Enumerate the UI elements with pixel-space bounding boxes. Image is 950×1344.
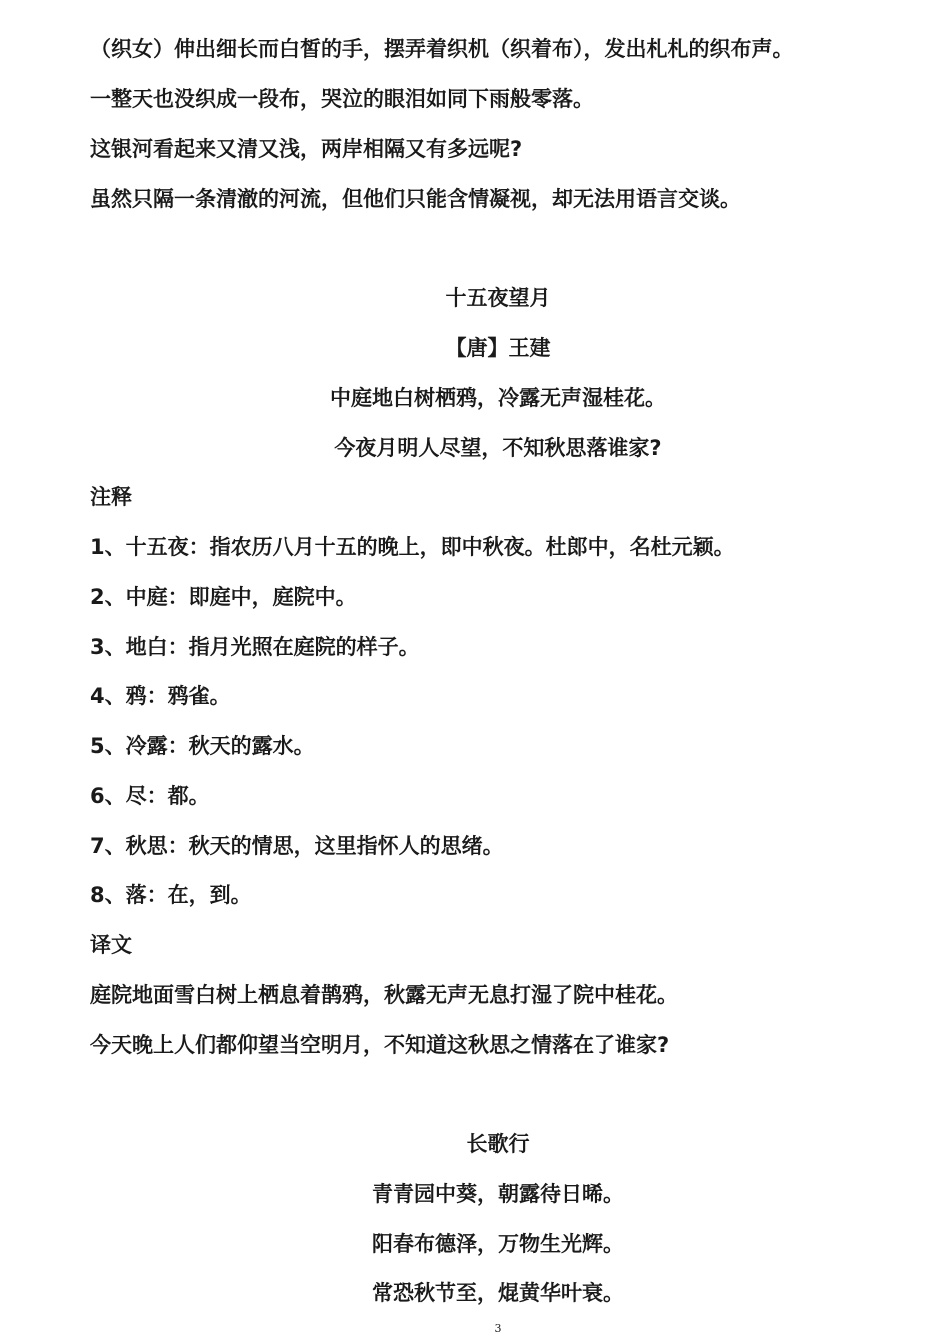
note-item: 8、落：在，到。 [90, 883, 252, 907]
translation-line: 庭院地面雪白树上栖息着鹊鸦，秋露无声无息打湿了院中桂花。 [90, 983, 678, 1007]
translation-heading: 译文 [90, 933, 132, 957]
note-item: 4、鸦：鸦雀。 [90, 684, 231, 708]
poem-title: 十五夜望月 [445, 286, 551, 310]
poem-author: 【唐】王建 [445, 336, 551, 360]
intro-line: 虽然只隔一条清澈的河流，但他们只能含情凝视，却无法用语言交谈。 [90, 187, 741, 211]
intro-line: （织女）伸出细长而白皙的手，摆弄着织机（织着布），发出札札的织布声。 [90, 37, 794, 61]
note-item: 7、秋思：秋天的情思，这里指怀人的思绪。 [90, 834, 504, 858]
poem-line: 青青园中葵，朝露待日晞。 [372, 1182, 624, 1206]
poem-line: 中庭地白树栖鸦，冷露无声湿桂花。 [330, 386, 666, 410]
page-number: 3 [494, 1322, 502, 1335]
note-item: 6、尽：都。 [90, 784, 210, 808]
poem-title: 长歌行 [466, 1132, 530, 1156]
poem-line: 阳春布德泽，万物生光辉。 [372, 1232, 624, 1256]
note-item: 2、中庭：即庭中，庭院中。 [90, 585, 357, 609]
notes-heading: 注释 [90, 485, 132, 509]
intro-line: 这银河看起来又清又浅，两岸相隔又有多远呢? [90, 137, 523, 161]
note-item: 3、地白：指月光照在庭院的样子。 [90, 635, 420, 659]
poem-line: 今夜月明人尽望，不知秋思落谁家? [334, 436, 662, 460]
note-item: 5、冷露：秋天的露水。 [90, 734, 315, 758]
note-item: 1、十五夜：指农历八月十五的晚上，即中秋夜。杜郎中，名杜元颖。 [90, 535, 735, 559]
poem-line: 常恐秋节至，焜黄华叶衰。 [372, 1281, 624, 1305]
intro-line: 一整天也没织成一段布，哭泣的眼泪如同下雨般零落。 [90, 87, 594, 111]
translation-line: 今天晚上人们都仰望当空明月，不知道这秋思之情落在了谁家? [90, 1033, 670, 1057]
